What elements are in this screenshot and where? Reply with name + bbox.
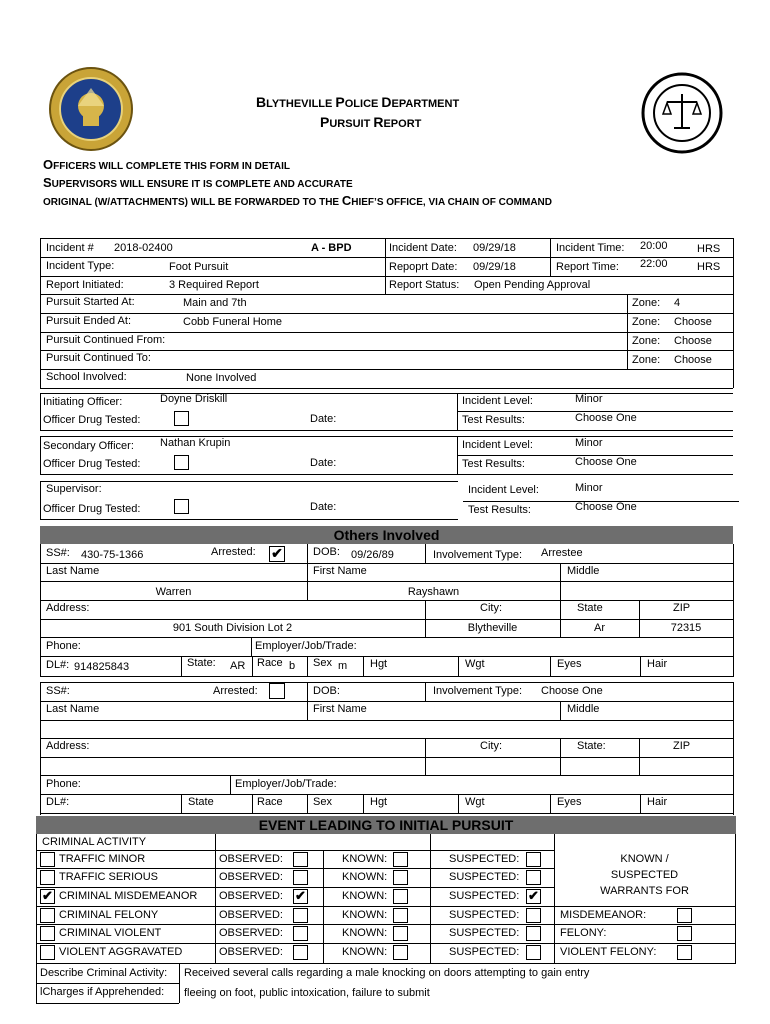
observed-checkbox-5[interactable] xyxy=(293,926,308,941)
state-label-2: State: xyxy=(577,740,606,752)
zip-label-1: ZIP xyxy=(673,602,691,614)
ss-label-2: SS#: xyxy=(46,685,70,697)
zip-1[interactable]: 72315 xyxy=(670,622,702,634)
known-label-2: KNOWN: xyxy=(342,871,388,883)
activity-checkbox-1[interactable] xyxy=(40,852,55,867)
pursuit-continued-from-label: Pursuit Continued From: xyxy=(46,334,166,346)
test-results-2[interactable]: Choose One xyxy=(575,456,637,468)
warrant-violent-felony-label: VIOLENT FELONY: xyxy=(560,946,657,958)
suspected-label-1: SUSPECTED: xyxy=(449,853,520,865)
involvement-type-label-2: Involvement Type: xyxy=(433,685,523,697)
observed-label-2: OBSERVED: xyxy=(219,871,283,883)
eyes-label-1: Eyes xyxy=(557,658,582,670)
test-results-1[interactable]: Choose One xyxy=(575,412,637,424)
secondary-officer-label: Secondary Officer: xyxy=(43,440,134,452)
phone-label-2: Phone: xyxy=(46,778,81,790)
known-checkbox-2[interactable] xyxy=(393,870,408,885)
zone-label-2: Zone: xyxy=(632,316,661,328)
zone-label-1: Zone: xyxy=(632,297,661,309)
observed-label-3: OBSERVED: xyxy=(219,890,283,902)
zone-2[interactable]: Choose xyxy=(674,316,712,328)
drug-tested-checkbox-2[interactable] xyxy=(174,455,189,470)
zone-label-4: Zone: xyxy=(632,354,661,366)
observed-checkbox-1[interactable] xyxy=(293,852,308,867)
test-results-label-3: Test Results: xyxy=(468,504,531,516)
hair-label-1: Hair xyxy=(647,658,668,670)
warrants-line-2: SUSPECTED xyxy=(610,869,679,881)
drug-date-label-2: Date: xyxy=(310,457,337,469)
employer-label-2: Employer/Job/Trade: xyxy=(235,778,337,790)
observed-checkbox-2[interactable] xyxy=(293,870,308,885)
middle-label-1: Middle xyxy=(567,565,600,577)
pursuit-started[interactable]: Main and 7th xyxy=(183,297,247,309)
suspected-checkbox-5[interactable] xyxy=(526,926,541,941)
incident-time[interactable]: 20:00 xyxy=(640,240,668,252)
badge-seal-icon xyxy=(48,66,134,152)
report-initiated[interactable]: 3 Required Report xyxy=(169,279,259,291)
zip-label-2: ZIP xyxy=(673,740,691,752)
known-checkbox-3[interactable] xyxy=(393,889,408,904)
known-checkbox-5[interactable] xyxy=(393,926,408,941)
hgt-label-1: Hgt xyxy=(370,658,388,670)
incident-type[interactable]: Foot Pursuit xyxy=(169,261,229,273)
incident-date[interactable]: 09/29/18 xyxy=(473,242,516,254)
describe-activity[interactable]: Received several calls regarding a male knocking on doors attempting to gain entry xyxy=(184,967,590,979)
state-dl-label-1: State: xyxy=(187,657,216,669)
observed-label-4: OBSERVED: xyxy=(219,909,283,921)
sex-label-1: Sex xyxy=(313,657,332,669)
suspected-checkbox-1[interactable] xyxy=(526,852,541,867)
others-involved-header: Others Involved xyxy=(40,526,733,544)
report-initiated-label: Report Initiated: xyxy=(46,279,124,291)
initiating-officer-name[interactable]: Doyne Driskill xyxy=(160,393,228,405)
known-checkbox-1[interactable] xyxy=(393,852,408,867)
incident-number-label: Incident # xyxy=(46,242,94,254)
eyes-label-2: Eyes xyxy=(557,796,582,808)
state-1[interactable]: Ar xyxy=(594,622,605,634)
city-label-1: City: xyxy=(480,602,502,614)
arrested-checkbox-1[interactable]: ✔ xyxy=(269,546,285,562)
sex-1[interactable]: m xyxy=(338,660,348,672)
warrant-misdemeanor-label: MISDEMEANOR: xyxy=(560,909,647,921)
school-involved[interactable]: None Involved xyxy=(186,372,257,384)
dob-label-1: DOB: xyxy=(313,546,340,558)
race-label-2: Race xyxy=(257,796,283,808)
incident-type-label: Incident Type: xyxy=(46,260,115,272)
hrs-label-2: HRS xyxy=(697,261,721,273)
incident-level-label-2: Incident Level: xyxy=(462,439,533,451)
involvement-type-label-1: Involvement Type: xyxy=(433,549,523,561)
report-date[interactable]: 09/29/18 xyxy=(473,261,516,273)
activity-label-5: CRIMINAL VIOLENT xyxy=(59,927,162,939)
known-label-3: KNOWN: xyxy=(342,890,388,902)
first-name-1[interactable]: Rayshawn xyxy=(407,586,460,598)
suspected-checkbox-6[interactable] xyxy=(526,945,541,960)
school-involved-label: School Involved: xyxy=(46,371,127,383)
initiating-officer-label: Initiating Officer: xyxy=(43,396,123,408)
incident-level-label-3: Incident Level: xyxy=(468,484,539,496)
involvement-type-2[interactable]: Choose One xyxy=(541,685,603,697)
zone-1[interactable]: 4 xyxy=(674,297,681,309)
known-label-1: KNOWN: xyxy=(342,853,388,865)
instruction-2: SUPERVISORS WILL ENSURE IT IS COMPLETE AND ACCURATE xyxy=(43,175,353,190)
warrants-line-3: WARRANTS FOR xyxy=(600,885,689,897)
report-status-label: Report Status: xyxy=(389,279,460,291)
hair-label-2: Hair xyxy=(647,796,668,808)
activity-checkbox-3[interactable]: ✔ xyxy=(40,889,55,904)
pursuit-continued-to-label: Pursuit Continued To: xyxy=(46,352,151,364)
known-checkbox-4[interactable] xyxy=(393,908,408,923)
left-seal xyxy=(48,66,134,152)
suspected-checkbox-3[interactable]: ✔ xyxy=(526,889,541,904)
middle-label-2: Middle xyxy=(567,703,600,715)
hrs-label: HRS xyxy=(697,243,721,255)
city-1[interactable]: Blytheville xyxy=(467,622,518,634)
incident-number[interactable]: 2018-02400 xyxy=(114,242,173,254)
incident-level-2[interactable]: Minor xyxy=(575,437,603,449)
known-label-6: KNOWN: xyxy=(342,946,388,958)
phone-label-1: Phone: xyxy=(46,640,81,652)
state-dl-label-2: State xyxy=(188,796,214,808)
known-checkbox-6[interactable] xyxy=(393,945,408,960)
last-name-label-1: Last Name xyxy=(46,565,100,577)
org-title: BLYTHEVILLE POLICE DEPARTMENT xyxy=(256,94,460,110)
wgt-label-2: Wgt xyxy=(465,796,485,808)
activity-checkbox-2[interactable] xyxy=(40,870,55,885)
criminal-activity-header: CRIMINAL ACTIVITY xyxy=(42,836,147,848)
race-label-1: Race xyxy=(257,657,283,669)
scales-seal-icon xyxy=(641,72,723,154)
ss-1[interactable]: 430-75-1366 xyxy=(81,549,144,561)
observed-checkbox-6[interactable] xyxy=(293,945,308,960)
pursuit-ended[interactable]: Cobb Funeral Home xyxy=(183,316,283,328)
report-status[interactable]: Open Pending Approval xyxy=(474,279,591,291)
instruction-1: OFFICERS WILL COMPLETE THIS FORM IN DETAIL xyxy=(43,157,290,172)
agency: A - BPD xyxy=(311,242,352,254)
state-label-1: State xyxy=(577,602,603,614)
suspected-label-2: SUSPECTED: xyxy=(449,871,520,883)
activity-label-4: CRIMINAL FELONY xyxy=(59,909,159,921)
known-label-4: KNOWN: xyxy=(342,909,388,921)
warrant-felony-checkbox[interactable] xyxy=(677,926,692,941)
race-1[interactable]: b xyxy=(289,660,296,672)
drug-tested-checkbox-1[interactable] xyxy=(174,411,189,426)
dob-label-2: DOB: xyxy=(313,685,340,697)
report-date-label: Repoprt Date: xyxy=(389,261,458,273)
dob-1[interactable]: 09/26/89 xyxy=(351,549,394,561)
describe-activity-label: Describe Criminal Activity: xyxy=(40,967,168,979)
test-results-label-2: Test Results: xyxy=(462,458,525,470)
incident-date-label: Incident Date: xyxy=(389,242,457,254)
drug-tested-label-1: Officer Drug Tested: xyxy=(43,414,141,426)
charges[interactable]: fleeing on foot, public intoxication, failure to submit xyxy=(184,987,430,999)
arrested-label-2: Arrested: xyxy=(213,685,258,697)
drug-date-label-1: Date: xyxy=(310,413,337,425)
employer-label-1: Employer/Job/Trade: xyxy=(255,640,357,652)
first-name-label-1: First Name xyxy=(313,565,367,577)
report-time-label: Report Time: xyxy=(556,261,619,273)
involvement-type-1[interactable]: Arrestee xyxy=(541,547,583,559)
pursuit-ended-label: Pursuit Ended At: xyxy=(46,315,131,327)
last-name-1[interactable]: Warren xyxy=(155,586,192,598)
last-name-label-2: Last Name xyxy=(46,703,100,715)
report-time[interactable]: 22:00 xyxy=(640,258,668,270)
observed-label-5: OBSERVED: xyxy=(219,927,283,939)
drug-date-label-3: Date: xyxy=(310,501,337,513)
incident-level-3[interactable]: Minor xyxy=(575,482,603,494)
warrants-line-1: KNOWN / xyxy=(620,853,669,865)
test-results-label-1: Test Results: xyxy=(462,414,525,426)
drug-tested-label-2: Officer Drug Tested: xyxy=(43,458,141,470)
observed-label-1: OBSERVED: xyxy=(219,853,283,865)
activity-label-1: TRAFFIC MINOR xyxy=(59,853,146,865)
right-seal xyxy=(641,72,723,154)
warrant-felony-label: FELONY: xyxy=(560,927,607,939)
supervisor-label: Supervisor: xyxy=(46,483,102,495)
observed-checkbox-4[interactable] xyxy=(293,908,308,923)
dl-label-1: DL#: xyxy=(46,659,70,671)
drug-tested-checkbox-3[interactable] xyxy=(174,499,189,514)
pursuit-started-label: Pursuit Started At: xyxy=(46,296,135,308)
city-label-2: City: xyxy=(480,740,502,752)
suspected-label-4: SUSPECTED: xyxy=(449,909,520,921)
instruction-3: ORIGINAL (W/ATTACHMENTS) WILL BE FORWARDED TO THE CHIEF’S OFFICE, VIA CHAIN OF COMMAND xyxy=(43,193,553,208)
incident-time-label: Incident Time: xyxy=(556,242,625,254)
suspected-label-3: SUSPECTED: xyxy=(449,890,520,902)
activity-checkbox-5[interactable] xyxy=(40,926,55,941)
warrant-violent-felony-checkbox[interactable] xyxy=(677,945,692,960)
zone-3[interactable]: Choose xyxy=(674,335,712,347)
event-header: EVENT LEADING TO INITIAL PURSUIT xyxy=(36,816,736,834)
ss-label-1: SS#: xyxy=(46,547,70,559)
secondary-officer-name[interactable]: Nathan Krupin xyxy=(160,437,231,449)
hgt-label-2: Hgt xyxy=(370,796,388,808)
activity-label-2: TRAFFIC SERIOUS xyxy=(59,871,159,883)
observed-checkbox-3[interactable]: ✔ xyxy=(293,889,308,904)
wgt-label-1: Wgt xyxy=(465,658,485,670)
dl-1[interactable]: 914825843 xyxy=(74,661,130,673)
test-results-3[interactable]: Choose One xyxy=(575,501,637,513)
suspected-checkbox-4[interactable] xyxy=(526,908,541,923)
activity-checkbox-4[interactable] xyxy=(40,908,55,923)
incident-level-label-1: Incident Level: xyxy=(462,395,533,407)
activity-label-3: CRIMINAL MISDEMEANOR xyxy=(59,890,198,902)
activity-checkbox-6[interactable] xyxy=(40,945,55,960)
suspected-checkbox-2[interactable] xyxy=(526,870,541,885)
incident-level-1[interactable]: Minor xyxy=(575,393,603,405)
suspected-label-5: SUSPECTED: xyxy=(449,927,520,939)
suspected-label-6: SUSPECTED: xyxy=(449,946,520,958)
charges-label: lCharges if Apprehended: xyxy=(40,986,165,998)
arrested-checkbox-2[interactable] xyxy=(269,683,285,699)
zone-label-3: Zone: xyxy=(632,335,661,347)
drug-tested-label-3: Officer Drug Tested: xyxy=(43,503,141,515)
address-1[interactable]: 901 South Division Lot 2 xyxy=(172,622,293,634)
address-label-1: Address: xyxy=(46,602,90,614)
address-label-2: Address: xyxy=(46,740,90,752)
zone-4[interactable]: Choose xyxy=(674,354,712,366)
known-label-5: KNOWN: xyxy=(342,927,388,939)
report-title: PURSUIT REPORT xyxy=(320,114,422,130)
state-dl-1[interactable]: AR xyxy=(230,660,246,672)
warrant-misdemeanor-checkbox[interactable] xyxy=(677,908,692,923)
activity-label-6: VIOLENT AGGRAVATED xyxy=(59,946,183,958)
observed-label-6: OBSERVED: xyxy=(219,946,283,958)
dl-label-2: DL#: xyxy=(46,796,70,808)
arrested-label-1: Arrested: xyxy=(211,546,256,558)
sex-label-2: Sex xyxy=(313,796,332,808)
first-name-label-2: First Name xyxy=(313,703,367,715)
